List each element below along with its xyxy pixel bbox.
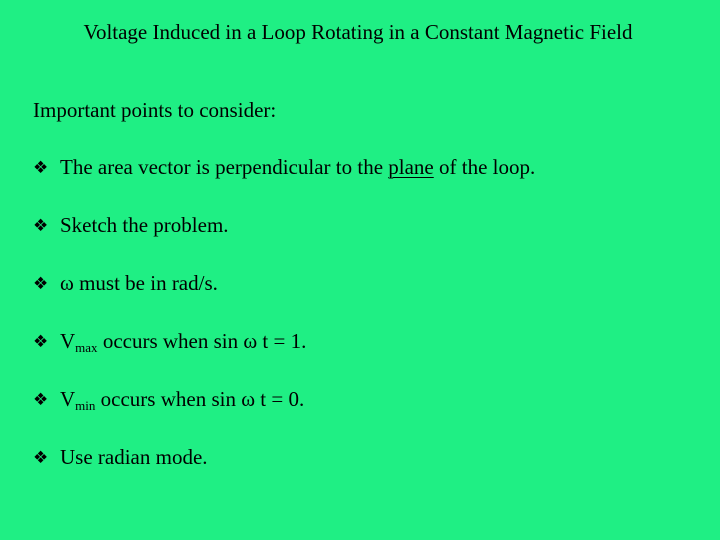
diamond-bullet-icon: ❖: [33, 274, 49, 294]
voltage-subscript: max: [75, 340, 98, 355]
bullet-text: Sketch the problem.: [60, 213, 229, 237]
bullet-text: [60, 327, 306, 355]
voltage-subscript: min: [75, 398, 96, 413]
diamond-bullet-icon: ❖: [33, 390, 49, 410]
intro-heading: Important points to consider:: [33, 98, 277, 122]
bullet-text: Use radian mode.: [60, 445, 208, 469]
bullet-list: [33, 153, 535, 501]
bullet-text-end: of the loop.: [433, 155, 536, 179]
bullet-text: [60, 153, 535, 181]
bullet-text-end: occurs when sin ω t = 0.: [95, 387, 305, 411]
diamond-bullet-icon: ❖: [33, 216, 49, 236]
bullet-text-end: occurs when sin ω t = 1.: [97, 329, 307, 353]
bullet-text: ω must be in rad/s.: [60, 271, 218, 295]
bullet-item-vmin: [33, 385, 535, 443]
bullet-item-omega: [33, 269, 535, 327]
bullet-text: [60, 385, 304, 413]
bullet-item-vmax: [33, 327, 535, 385]
bullet-item-sketch: [33, 211, 535, 269]
bullet-item-radian-mode: [33, 443, 535, 501]
voltage-symbol: V: [60, 387, 76, 411]
slide-title: Voltage Induced in a Loop Rotating in a Constant Magnetic Field: [83, 20, 633, 44]
diamond-bullet-icon: ❖: [33, 448, 49, 468]
diamond-bullet-icon: ❖: [33, 332, 49, 352]
diamond-bullet-icon: ❖: [33, 158, 49, 178]
voltage-symbol: V: [60, 329, 76, 353]
underlined-word: plane: [388, 155, 434, 179]
bullet-text-start: The area vector is perpendicular to the: [60, 155, 389, 179]
bullet-item-area-vector: [33, 153, 535, 211]
